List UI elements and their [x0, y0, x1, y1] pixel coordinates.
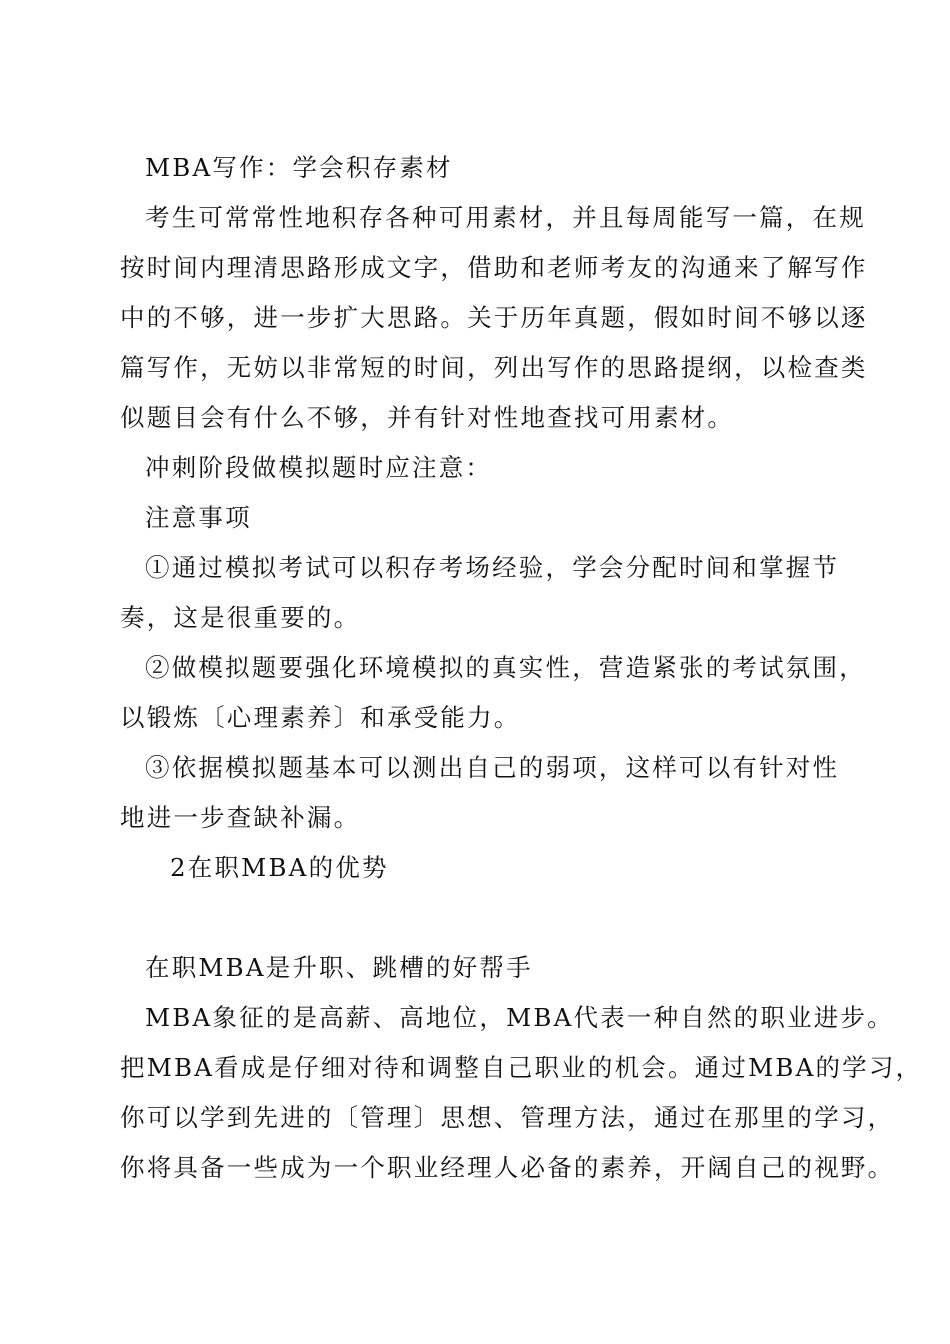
list-item-1-continued: 奏，这是很重要的。 [120, 603, 361, 632]
list-item-2-continued: 以锻炼〔心理素养〕和承受能力。 [120, 703, 521, 732]
subheading-notes: 注意事项 [145, 503, 252, 532]
paragraph-line: 你可以学到先进的〔管理〕思想、管理方法，通过在那里的学习， [120, 1103, 895, 1132]
list-item-1: ①通过模拟考试可以积存考场经验，学会分配时间和掌握节 [145, 553, 840, 582]
paragraph-line: 篇写作，无妨以非常短的时间，列出写作的思路提纲，以检查类 [120, 353, 868, 382]
section-heading-writing: MBA写作：学会积存素材 [145, 153, 453, 182]
section-heading-advantages: 2在职MBA的优势 [170, 853, 389, 882]
paragraph-line: 按时间内理清思路形成文字，借助和老师考友的沟通来了解写作 [120, 253, 868, 282]
list-item-3: ③依据模拟题基本可以测出自己的弱项，这样可以有针对性 [145, 753, 840, 782]
list-item-2: ②做模拟题要强化环境模拟的真实性，营造紧张的考试氛围， [145, 653, 866, 682]
paragraph-line: 你将具备一些成为一个职业经理人必备的素养，开阔自己的视野。 [120, 1153, 895, 1182]
subheading-promotion: 在职MBA是升职、跳槽的好帮手 [145, 953, 533, 982]
paragraph-line: MBA象征的是高薪、高地位，MBA代表一种自然的职业进步。 [145, 1003, 894, 1032]
subheading-sprint-stage: 冲刺阶段做模拟题时应注意： [145, 453, 493, 482]
paragraph-line: 中的不够，进一步扩大思路。关于历年真题，假如时间不够以逐 [120, 303, 868, 332]
list-item-3-continued: 地进一步查缺补漏。 [120, 803, 361, 832]
paragraph-line: 似题目会有什么不够，并有针对性地查找可用素材。 [120, 403, 735, 432]
paragraph-line: 把MBA看成是仔细对待和调整自己职业的机会。通过MBA的学习， [120, 1053, 923, 1082]
paragraph-line: 考生可常常性地积存各种可用素材，并且每周能写一篇，在规 [145, 203, 866, 232]
